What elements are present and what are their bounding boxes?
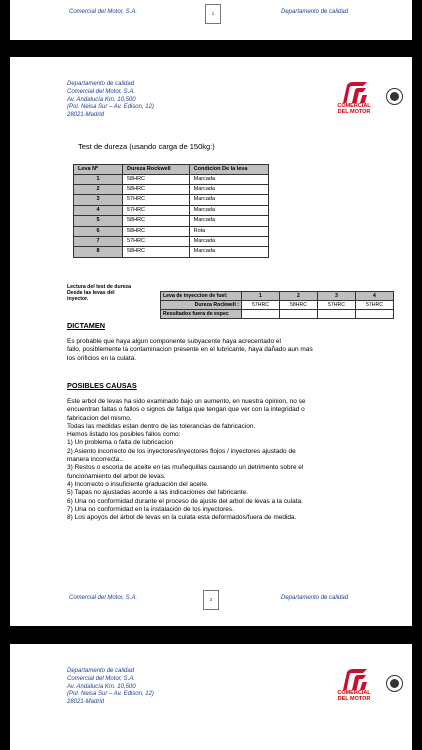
condicion-cell: Marcada <box>189 184 268 194</box>
text-line: encuentran faltas o fallos o signos de fatiga que tengan que ver con la integridad o <box>67 406 305 414</box>
row-label-resultados: Resultados fuera de espec <box>161 310 242 319</box>
page-number: 2 <box>203 590 219 610</box>
leva-number: 3 <box>74 195 123 205</box>
lectura-label <box>67 284 157 302</box>
lectura-header-row <box>161 292 394 301</box>
table-row <box>74 205 269 215</box>
condicion-cell: Marcada <box>189 174 268 184</box>
leva-number: 8 <box>74 247 123 257</box>
leva-number: 4 <box>74 205 123 215</box>
row-label-leva: Leva de inyeccion de fuel: <box>161 292 242 301</box>
text-line: manera incorrecta.. <box>67 456 123 464</box>
lectura-results-row <box>161 310 394 319</box>
row-label-dureza: Dureza Rockwell : <box>161 301 242 310</box>
footer-company: Comercial del Motor, S.A. <box>69 9 138 15</box>
lectura-label-line: inyector. <box>67 296 89 302</box>
logo-text-line2: DEL MOTOR <box>337 696 371 702</box>
col-header-condicion: Condicion De la leva <box>189 165 268 175</box>
dureza-cell: 58HRC <box>123 216 190 226</box>
certification-seal-icon <box>386 675 403 692</box>
footer-department: Departamento de calidad <box>281 595 349 601</box>
text-line: 8) Los apoyos del árbol de levas en la culata esta deformados/fuera de medida. <box>67 514 297 522</box>
condicion-cell: Marcada <box>189 236 268 246</box>
value-cell: 57HRC <box>356 301 394 310</box>
text-line: fallo, posiblemente la contaminacion presente en el lubricante, haya dañado aun mas <box>67 346 313 354</box>
letterhead-address <box>67 81 154 120</box>
table-header-row <box>74 165 269 175</box>
value-cell: 57HRC <box>318 301 356 310</box>
text-line: funcionamiento del arbol de levas. <box>67 472 166 480</box>
condicion-cell: Marcada <box>189 205 268 215</box>
condicion-cell: Marcada <box>189 247 268 257</box>
text-line: los orificios en la culata. <box>67 354 137 362</box>
dureza-cell: 58HRC <box>123 184 190 194</box>
dureza-cell: 57HRC <box>123 195 190 205</box>
address-line: Comercial del Motor, S.A. <box>67 88 136 95</box>
col-header: 4 <box>356 292 394 301</box>
letterhead-address <box>67 668 154 707</box>
address-line: (Pol. Neisa Sur – Av. Edison, 12) <box>67 104 154 111</box>
col-header: 3 <box>318 292 356 301</box>
text-line: Hemos listado los posibles fallos como: <box>67 431 181 439</box>
lectura-label-line: Lectura del test de dureza <box>67 284 131 290</box>
company-logo <box>333 81 393 121</box>
text-line: Todas las medidas estan dentro de las tolerancias de fabricacion. <box>67 422 256 430</box>
value-cell: 57HRC <box>242 301 280 310</box>
address-line: Av. Andalucía Km. 10,500 <box>67 683 136 690</box>
table-row <box>74 195 269 205</box>
address-line: Comercial del Motor, S.A. <box>67 675 136 682</box>
address-line: 28021-Madrid <box>67 112 105 119</box>
empty-cell <box>318 310 356 319</box>
value-cell: 58HRC <box>280 301 318 310</box>
lectura-table <box>160 291 394 319</box>
text-line: 6) Una no conformidad durante el proceso de ajuste del arbol de levas a la culata. <box>67 497 303 505</box>
dureza-cell: 57HRC <box>123 205 190 215</box>
dureza-cell: 58HRC <box>123 247 190 257</box>
condicion-cell: Marcada <box>189 195 268 205</box>
footer-company: Comercial del Motor, S.A. <box>69 595 138 601</box>
page-1-bottom <box>10 0 412 40</box>
address-line: Departamento de calidad <box>67 81 135 87</box>
causas-heading: POSIBLES CAUSAS <box>67 381 137 390</box>
page-number: 1 <box>205 4 221 24</box>
table-row <box>74 184 269 194</box>
company-logo <box>333 668 393 708</box>
address-line: Departamento de calidad <box>67 668 135 674</box>
certification-seal-icon <box>386 88 403 105</box>
logo-text-line2: DEL MOTOR <box>337 109 371 115</box>
col-header: 1 <box>242 292 280 301</box>
col-header-leva: Leva Nº <box>74 165 123 175</box>
page-2 <box>10 57 412 626</box>
empty-cell <box>356 310 394 319</box>
col-header-dureza: Dureza Rockwell <box>123 165 190 175</box>
address-line: (Pol. Neisa Sur – Av. Edison, 12) <box>67 691 154 698</box>
leva-number: 6 <box>74 226 123 236</box>
test-title: Test de dureza (usando carga de 150kg:) <box>78 142 215 151</box>
causas-text <box>67 398 367 522</box>
lectura-label-line: Desde las levas del <box>67 290 115 296</box>
condicion-cell: Marcada <box>189 216 268 226</box>
empty-cell <box>242 310 280 319</box>
lectura-values-row <box>161 301 394 310</box>
text-line: fabricacion del mismo. <box>67 414 132 422</box>
table-row <box>74 216 269 226</box>
address-line: 28021-Madrid <box>67 699 105 706</box>
table-row <box>74 236 269 246</box>
table-row <box>74 174 269 184</box>
text-line: 7) Una no conformidad en la instalación de los inyectores. <box>67 505 234 513</box>
text-line: 5) Tapas no ajustadas acorde a las indicaciones del fabricante. <box>67 489 248 497</box>
address-line: Av. Andalucía Km. 10,500 <box>67 96 136 103</box>
text-line: 2) Asiento incorrecto de los inyectores/inyectores flojos / inyectores ajustado de <box>67 447 296 455</box>
empty-cell <box>280 310 318 319</box>
dictamen-heading: DICTAMEN <box>67 321 105 330</box>
leva-number: 2 <box>74 184 123 194</box>
footer-department: Departamento de calidad <box>281 9 349 15</box>
table-row <box>74 226 269 236</box>
logo-text-line1: COMERCIAL <box>337 103 371 109</box>
logo-mark-icon <box>333 668 375 692</box>
dureza-cell: 57HRC <box>123 236 190 246</box>
logo-text-line1: COMERCIAL <box>337 690 371 696</box>
text-line: Este arbol de levas ha sido examinado bajo un aumento, en nuestra opinion, no se <box>67 398 306 405</box>
logo-mark-icon <box>333 81 375 105</box>
dureza-cell: 58HRC <box>123 226 190 236</box>
text-line: 4) Incorrecto o insuficiente graduación del aceite. <box>67 480 209 488</box>
dictamen-text <box>67 338 367 363</box>
leva-number: 5 <box>74 216 123 226</box>
leva-number: 1 <box>74 174 123 184</box>
hardness-table <box>73 164 269 258</box>
table-row <box>74 247 269 257</box>
text-line: 3) Restos o escoria de aceite en las muñequillas causando un detrimento sobre el <box>67 464 304 472</box>
condicion-cell: Rota <box>189 226 268 236</box>
text-line: 1) Un problema o falta de lubricacion <box>67 439 174 447</box>
leva-number: 7 <box>74 236 123 246</box>
col-header: 2 <box>280 292 318 301</box>
page-3-top <box>10 644 412 750</box>
text-line: Es probable que haya algun componente subyacente haya acrecentado el <box>67 338 281 345</box>
dureza-cell: 58HRC <box>123 174 190 184</box>
